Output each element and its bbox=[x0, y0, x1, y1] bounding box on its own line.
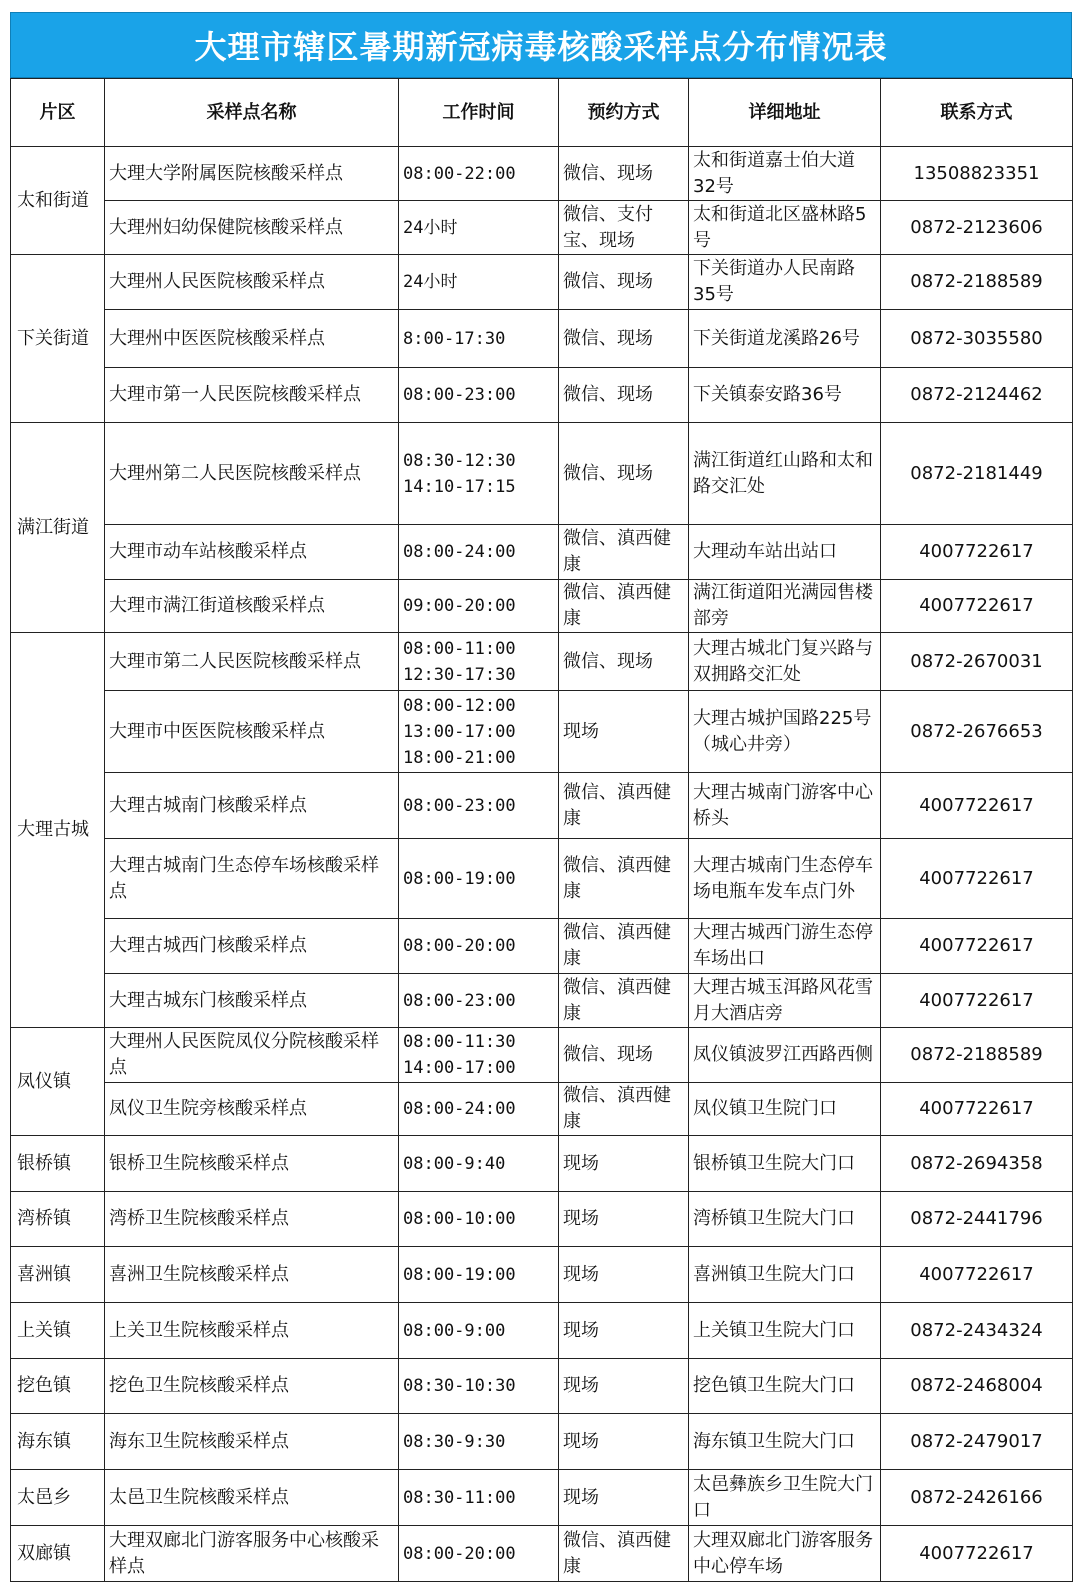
booking-method-cell: 现场 bbox=[559, 1136, 689, 1192]
header-address: 详细地址 bbox=[689, 79, 881, 147]
table-body bbox=[11, 147, 1073, 1582]
table-row bbox=[11, 1136, 1073, 1192]
site-name-cell: 大理州第二人民医院核酸采样点 bbox=[105, 423, 399, 525]
district-cell: 上关镇 bbox=[11, 1303, 105, 1359]
site-name-cell: 上关卫生院核酸采样点 bbox=[105, 1303, 399, 1359]
site-name-cell: 大理市第二人民医院核酸采样点 bbox=[105, 633, 399, 691]
booking-method-cell: 现场 bbox=[559, 691, 689, 773]
work-time-cell: 8:00-17:30 bbox=[399, 310, 559, 368]
address-cell: 下关镇泰安路36号 bbox=[689, 368, 881, 423]
table-row bbox=[11, 310, 1073, 368]
address-cell: 挖色镇卫生院大门口 bbox=[689, 1359, 881, 1414]
header-district: 片区 bbox=[11, 79, 105, 147]
booking-method-cell: 微信、现场 bbox=[559, 423, 689, 525]
table-row bbox=[11, 255, 1073, 310]
contact-cell: 0872-2123606 bbox=[881, 201, 1073, 255]
district-cell: 湾桥镇 bbox=[11, 1192, 105, 1247]
table-row bbox=[11, 1303, 1073, 1359]
header-row bbox=[11, 79, 1073, 147]
table-row bbox=[11, 1359, 1073, 1414]
table-row bbox=[11, 1247, 1073, 1303]
contact-cell: 4007722617 bbox=[881, 580, 1073, 633]
address-cell: 湾桥镇卫生院大门口 bbox=[689, 1192, 881, 1247]
site-name-cell: 银桥卫生院核酸采样点 bbox=[105, 1136, 399, 1192]
district-cell: 太和街道 bbox=[11, 147, 105, 255]
work-time-cell: 08:00-23:00 bbox=[399, 773, 559, 839]
work-time-cell: 08:30-10:30 bbox=[399, 1359, 559, 1414]
site-name-cell: 大理市满江街道核酸采样点 bbox=[105, 580, 399, 633]
work-time-cell: 08:00-23:00 bbox=[399, 368, 559, 423]
contact-cell: 0872-2670031 bbox=[881, 633, 1073, 691]
table-row bbox=[11, 773, 1073, 839]
work-time-cell: 08:00-24:00 bbox=[399, 1083, 559, 1136]
district-cell: 挖色镇 bbox=[11, 1359, 105, 1414]
work-time-cell: 24小时 bbox=[399, 255, 559, 310]
booking-method-cell: 微信、滇西健康 bbox=[559, 525, 689, 580]
work-time-cell: 08:00-20:00 bbox=[399, 1526, 559, 1582]
work-time-cell: 08:00-10:00 bbox=[399, 1192, 559, 1247]
work-time-cell: 08:00-11:00 12:30-17:30 bbox=[399, 633, 559, 691]
booking-method-cell: 现场 bbox=[559, 1470, 689, 1526]
work-time-cell: 08:00-19:00 bbox=[399, 1247, 559, 1303]
district-cell: 喜洲镇 bbox=[11, 1247, 105, 1303]
address-cell: 上关镇卫生院大门口 bbox=[689, 1303, 881, 1359]
contact-cell: 4007722617 bbox=[881, 839, 1073, 919]
booking-method-cell: 现场 bbox=[559, 1414, 689, 1470]
header-tel: 联系方式 bbox=[881, 79, 1073, 147]
table-row bbox=[11, 839, 1073, 919]
booking-method-cell: 微信、滇西健康 bbox=[559, 1526, 689, 1582]
contact-cell: 4007722617 bbox=[881, 1526, 1073, 1582]
table-row bbox=[11, 1414, 1073, 1470]
contact-cell: 4007722617 bbox=[881, 1083, 1073, 1136]
contact-cell: 0872-2479017 bbox=[881, 1414, 1073, 1470]
booking-method-cell: 微信、现场 bbox=[559, 310, 689, 368]
site-name-cell: 大理市动车站核酸采样点 bbox=[105, 525, 399, 580]
district-cell: 银桥镇 bbox=[11, 1136, 105, 1192]
contact-cell: 0872-2694358 bbox=[881, 1136, 1073, 1192]
table-row bbox=[11, 147, 1073, 201]
table-row bbox=[11, 525, 1073, 580]
table-row bbox=[11, 423, 1073, 525]
site-name-cell: 挖色卫生院核酸采样点 bbox=[105, 1359, 399, 1414]
contact-cell: 0872-2188589 bbox=[881, 1028, 1073, 1083]
address-cell: 满江街道阳光满园售楼部旁 bbox=[689, 580, 881, 633]
contact-cell: 4007722617 bbox=[881, 773, 1073, 839]
contact-cell: 0872-2441796 bbox=[881, 1192, 1073, 1247]
work-time-cell: 09:00-20:00 bbox=[399, 580, 559, 633]
booking-method-cell: 现场 bbox=[559, 1303, 689, 1359]
address-cell: 银桥镇卫生院大门口 bbox=[689, 1136, 881, 1192]
site-name-cell: 大理州人民医院核酸采样点 bbox=[105, 255, 399, 310]
work-time-cell: 08:00-23:00 bbox=[399, 974, 559, 1028]
booking-method-cell: 微信、现场 bbox=[559, 255, 689, 310]
booking-method-cell: 微信、滇西健康 bbox=[559, 974, 689, 1028]
address-cell: 大理古城南门游客中心桥头 bbox=[689, 773, 881, 839]
district-cell: 下关街道 bbox=[11, 255, 105, 423]
contact-cell: 0872-2181449 bbox=[881, 423, 1073, 525]
table-row bbox=[11, 633, 1073, 691]
site-name-cell: 大理市中医医院核酸采样点 bbox=[105, 691, 399, 773]
booking-method-cell: 现场 bbox=[559, 1247, 689, 1303]
address-cell: 大理古城北门复兴路与双拥路交汇处 bbox=[689, 633, 881, 691]
table-row bbox=[11, 1028, 1073, 1083]
work-time-cell: 08:30-12:30 14:10-17:15 bbox=[399, 423, 559, 525]
site-name-cell: 海东卫生院核酸采样点 bbox=[105, 1414, 399, 1470]
district-cell: 海东镇 bbox=[11, 1414, 105, 1470]
address-cell: 凤仪镇波罗江西路西侧 bbox=[689, 1028, 881, 1083]
contact-cell: 0872-2676653 bbox=[881, 691, 1073, 773]
header-site: 采样点名称 bbox=[105, 79, 399, 147]
header-booking: 预约方式 bbox=[559, 79, 689, 147]
address-cell: 大理古城南门生态停车场电瓶车发车点门外 bbox=[689, 839, 881, 919]
site-name-cell: 大理州中医医院核酸采样点 bbox=[105, 310, 399, 368]
address-cell: 凤仪镇卫生院门口 bbox=[689, 1083, 881, 1136]
address-cell: 大理古城玉洱路风花雪月大酒店旁 bbox=[689, 974, 881, 1028]
address-cell: 太邑彝族乡卫生院大门口 bbox=[689, 1470, 881, 1526]
booking-method-cell: 微信、滇西健康 bbox=[559, 580, 689, 633]
booking-method-cell: 微信、滇西健康 bbox=[559, 919, 689, 974]
header-time: 工作时间 bbox=[399, 79, 559, 147]
contact-cell: 0872-3035580 bbox=[881, 310, 1073, 368]
district-cell: 凤仪镇 bbox=[11, 1028, 105, 1136]
work-time-cell: 08:00-12:00 13:00-17:00 18:00-21:00 bbox=[399, 691, 559, 773]
site-name-cell: 凤仪卫生院旁核酸采样点 bbox=[105, 1083, 399, 1136]
address-cell: 满江街道红山路和太和路交汇处 bbox=[689, 423, 881, 525]
address-cell: 喜洲镇卫生院大门口 bbox=[689, 1247, 881, 1303]
table-row bbox=[11, 919, 1073, 974]
contact-cell: 0872-2426166 bbox=[881, 1470, 1073, 1526]
district-cell: 满江街道 bbox=[11, 423, 105, 633]
site-name-cell: 大理州人民医院凤仪分院核酸采样点 bbox=[105, 1028, 399, 1083]
contact-cell: 0872-2124462 bbox=[881, 368, 1073, 423]
table-row bbox=[11, 1470, 1073, 1526]
booking-method-cell: 微信、现场 bbox=[559, 147, 689, 201]
booking-method-cell: 微信、现场 bbox=[559, 368, 689, 423]
district-cell: 太邑乡 bbox=[11, 1470, 105, 1526]
contact-cell: 0872-2188589 bbox=[881, 255, 1073, 310]
work-time-cell: 08:00-9:00 bbox=[399, 1303, 559, 1359]
work-time-cell: 08:00-11:30 14:00-17:00 bbox=[399, 1028, 559, 1083]
booking-method-cell: 微信、现场 bbox=[559, 633, 689, 691]
contact-cell: 0872-2468004 bbox=[881, 1359, 1073, 1414]
address-cell: 太和街道嘉士伯大道32号 bbox=[689, 147, 881, 201]
site-name-cell: 湾桥卫生院核酸采样点 bbox=[105, 1192, 399, 1247]
address-cell: 大理古城护国路225号（城心井旁） bbox=[689, 691, 881, 773]
district-cell: 双廊镇 bbox=[11, 1526, 105, 1582]
site-name-cell: 喜洲卫生院核酸采样点 bbox=[105, 1247, 399, 1303]
site-name-cell: 大理双廊北门游客服务中心核酸采样点 bbox=[105, 1526, 399, 1582]
booking-method-cell: 现场 bbox=[559, 1359, 689, 1414]
district-cell: 大理古城 bbox=[11, 633, 105, 1028]
booking-method-cell: 微信、滇西健康 bbox=[559, 773, 689, 839]
page-title: 大理市辖区暑期新冠病毒核酸采样点分布情况表 bbox=[10, 12, 1072, 78]
site-name-cell: 大理古城东门核酸采样点 bbox=[105, 974, 399, 1028]
contact-cell: 4007722617 bbox=[881, 525, 1073, 580]
address-cell: 下关街道龙溪路26号 bbox=[689, 310, 881, 368]
site-name-cell: 太邑卫生院核酸采样点 bbox=[105, 1470, 399, 1526]
table-row bbox=[11, 580, 1073, 633]
booking-method-cell: 现场 bbox=[559, 1192, 689, 1247]
booking-method-cell: 微信、支付宝、现场 bbox=[559, 201, 689, 255]
contact-cell: 13508823351 bbox=[881, 147, 1073, 201]
table-row bbox=[11, 1526, 1073, 1582]
table-row bbox=[11, 691, 1073, 773]
site-name-cell: 大理古城南门生态停车场核酸采样点 bbox=[105, 839, 399, 919]
address-cell: 大理动车站出站口 bbox=[689, 525, 881, 580]
address-cell: 大理古城西门游生态停车场出口 bbox=[689, 919, 881, 974]
sampling-sites-table bbox=[10, 78, 1073, 1582]
booking-method-cell: 微信、滇西健康 bbox=[559, 1083, 689, 1136]
work-time-cell: 08:30-11:00 bbox=[399, 1470, 559, 1526]
work-time-cell: 08:00-24:00 bbox=[399, 525, 559, 580]
contact-cell: 4007722617 bbox=[881, 974, 1073, 1028]
site-name-cell: 大理古城南门核酸采样点 bbox=[105, 773, 399, 839]
address-cell: 大理双廊北门游客服务中心停车场 bbox=[689, 1526, 881, 1582]
booking-method-cell: 微信、滇西健康 bbox=[559, 839, 689, 919]
address-cell: 海东镇卫生院大门口 bbox=[689, 1414, 881, 1470]
address-cell: 太和街道北区盛林路5号 bbox=[689, 201, 881, 255]
table-row bbox=[11, 1192, 1073, 1247]
work-time-cell: 08:00-19:00 bbox=[399, 839, 559, 919]
table-row bbox=[11, 974, 1073, 1028]
work-time-cell: 08:00-20:00 bbox=[399, 919, 559, 974]
table-row bbox=[11, 201, 1073, 255]
address-cell: 下关街道办人民南路35号 bbox=[689, 255, 881, 310]
contact-cell: 0872-2434324 bbox=[881, 1303, 1073, 1359]
site-name-cell: 大理古城西门核酸采样点 bbox=[105, 919, 399, 974]
work-time-cell: 08:30-9:30 bbox=[399, 1414, 559, 1470]
work-time-cell: 24小时 bbox=[399, 201, 559, 255]
table-row bbox=[11, 368, 1073, 423]
site-name-cell: 大理州妇幼保健院核酸采样点 bbox=[105, 201, 399, 255]
contact-cell: 4007722617 bbox=[881, 919, 1073, 974]
work-time-cell: 08:00-22:00 bbox=[399, 147, 559, 201]
work-time-cell: 08:00-9:40 bbox=[399, 1136, 559, 1192]
booking-method-cell: 微信、现场 bbox=[559, 1028, 689, 1083]
site-name-cell: 大理市第一人民医院核酸采样点 bbox=[105, 368, 399, 423]
contact-cell: 4007722617 bbox=[881, 1247, 1073, 1303]
table-row bbox=[11, 1083, 1073, 1136]
site-name-cell: 大理大学附属医院核酸采样点 bbox=[105, 147, 399, 201]
